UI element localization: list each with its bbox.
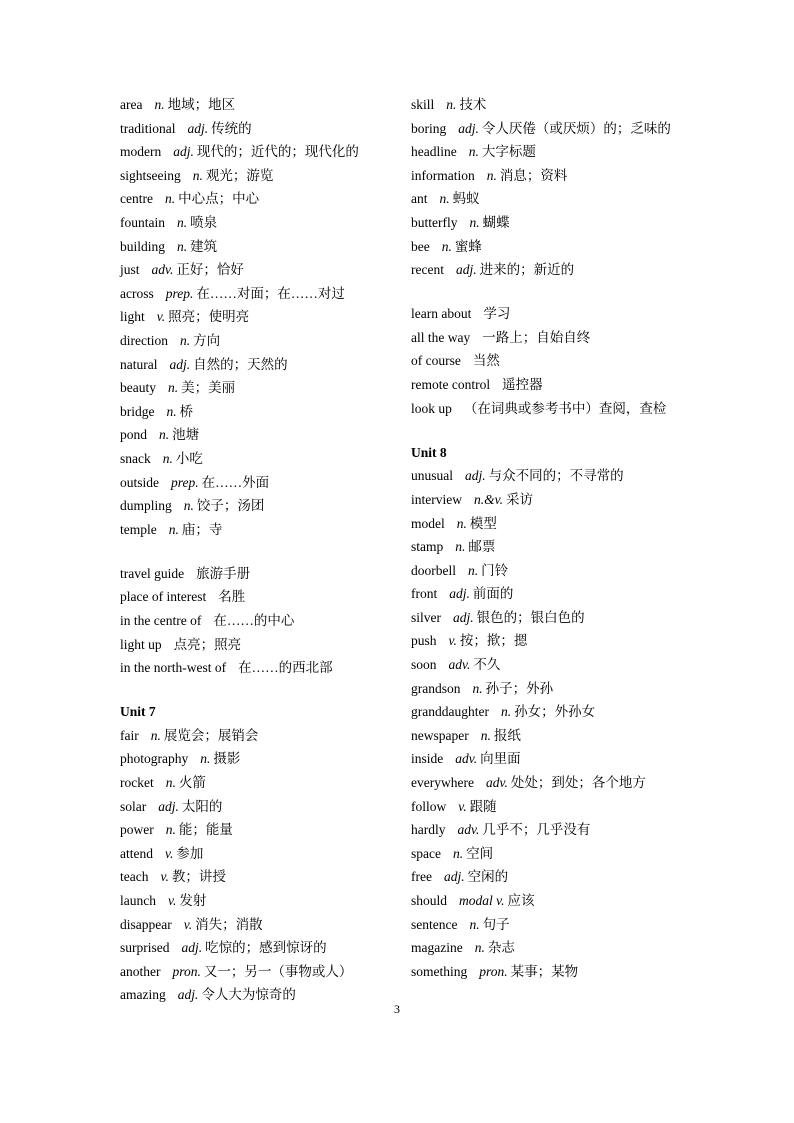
part-of-speech: v. — [458, 798, 467, 814]
part-of-speech: pron. — [479, 963, 508, 979]
vocab-entry — [120, 795, 390, 819]
vocab-meaning: 令人大为惊奇的 — [201, 987, 296, 1003]
part-of-speech: adv. — [455, 751, 478, 767]
vocab-entry — [120, 329, 390, 353]
vocab-meaning: 庙；寺 — [181, 521, 223, 537]
vocab-word: in the centre of — [120, 612, 202, 628]
vocab-word: magazine — [411, 940, 463, 956]
vocab-word: information — [411, 167, 475, 183]
vocab-entry — [411, 677, 686, 701]
vocab-word: doorbell — [411, 562, 456, 578]
part-of-speech: v. — [165, 845, 174, 861]
vocab-word: pond — [120, 427, 147, 443]
vocab-entry — [411, 795, 686, 819]
vocab-word: model — [411, 515, 445, 531]
part-of-speech: adj. — [443, 869, 465, 885]
vocab-word: just — [120, 262, 140, 278]
part-of-speech: n. — [469, 916, 480, 932]
vocab-word: travel guide — [120, 565, 185, 581]
vocab-meaning: 当然 — [472, 353, 500, 369]
vocab-meaning: 建筑 — [190, 238, 218, 254]
section-gap — [411, 420, 686, 441]
vocab-word: ant — [411, 191, 428, 207]
vocab-word: teach — [120, 869, 149, 885]
part-of-speech: v. — [448, 633, 457, 649]
part-of-speech: n. — [168, 521, 179, 537]
vocab-meaning: 能；能量 — [178, 822, 233, 838]
vocab-meaning: 银色的；银白色的 — [476, 609, 585, 625]
unit-heading: Unit 7 — [120, 704, 156, 720]
vocab-entry — [120, 633, 390, 657]
vocab-meaning: 摄影 — [213, 751, 241, 767]
vocab-word: headline — [411, 144, 457, 160]
vocab-word: amazing — [120, 987, 166, 1003]
vocab-entry — [411, 349, 686, 373]
vocab-word: area — [120, 97, 143, 112]
part-of-speech: adj. — [458, 120, 479, 136]
vocab-meaning: 观光；游览 — [205, 167, 274, 183]
vocab-entry — [120, 187, 390, 211]
vocab-word: centre — [120, 191, 153, 207]
part-of-speech: n. — [439, 191, 450, 207]
part-of-speech: adj. — [169, 356, 191, 372]
vocab-meaning: 饺子；汤团 — [196, 498, 265, 514]
vocab-entry — [411, 512, 686, 536]
vocab-meaning: 在……外面 — [201, 474, 270, 490]
part-of-speech: n. — [165, 775, 176, 791]
vocab-meaning: 按；揿；摁 — [459, 633, 528, 649]
part-of-speech: n. — [200, 751, 211, 767]
vocab-entry — [411, 535, 686, 559]
vocab-word: power — [120, 822, 154, 838]
vocab-meaning: 应该 — [507, 893, 535, 908]
vocab-entry — [120, 376, 390, 400]
vocab-entry — [411, 164, 686, 188]
vocab-entry — [120, 842, 390, 866]
vocab-entry — [120, 724, 390, 748]
vocab-entry — [411, 653, 686, 677]
vocab-word: push — [411, 633, 437, 649]
right-column — [411, 93, 686, 983]
vocab-entry — [120, 913, 390, 937]
vocab-entry — [411, 326, 686, 350]
part-of-speech: n. — [162, 450, 173, 466]
vocab-word: bridge — [120, 403, 155, 419]
vocab-meaning: 报纸 — [493, 727, 521, 743]
vocab-meaning: 小吃 — [175, 450, 203, 466]
vocab-meaning: 模型 — [469, 515, 497, 531]
vocab-meaning: 名胜 — [218, 589, 246, 605]
vocab-meaning: 技术 — [459, 97, 487, 112]
vocab-word: boring — [411, 120, 447, 136]
vocab-meaning: （在词典或参考书中）查阅，查检 — [463, 400, 667, 416]
vocab-entry — [120, 960, 390, 984]
vocab-word: skill — [411, 97, 435, 112]
vocab-meaning: 蝴蝶 — [482, 214, 510, 230]
vocab-word: place of interest — [120, 589, 207, 605]
vocab-meaning: 展览会；展销会 — [163, 727, 259, 743]
vocab-entry — [411, 700, 686, 724]
vocab-entry — [120, 400, 390, 424]
part-of-speech: n. — [468, 562, 479, 578]
vocab-meaning: 旅游手册 — [196, 565, 251, 581]
vocab-meaning: 又一；另一（事物或人） — [203, 963, 353, 979]
vocab-word: building — [120, 238, 166, 254]
vocab-word: all the way — [411, 329, 471, 345]
vocab-meaning: 前面的 — [472, 586, 514, 602]
vocab-entry — [411, 960, 686, 984]
part-of-speech: adj. — [455, 262, 477, 278]
vocab-meaning: 方向 — [193, 332, 221, 348]
vocab-word: in the north-west of — [120, 660, 227, 676]
vocab-entry — [120, 585, 390, 609]
vocab-word: free — [411, 869, 432, 885]
part-of-speech: adj. — [158, 798, 179, 814]
page-number: 3 — [394, 1002, 400, 1016]
part-of-speech: n. — [192, 167, 203, 183]
vocab-entry — [120, 656, 390, 680]
part-of-speech: adj. — [453, 609, 474, 625]
vocab-meaning: 自然的；天然的 — [193, 356, 288, 372]
vocab-meaning: 消息；资料 — [499, 167, 568, 183]
vocab-word: of course — [411, 353, 461, 369]
vocab-entry — [120, 282, 390, 306]
vocab-entry — [411, 235, 686, 259]
vocab-meaning: 不久 — [473, 657, 501, 673]
vocab-meaning: 正好；恰好 — [176, 262, 244, 278]
vocab-word: natural — [120, 356, 158, 372]
part-of-speech: n.&v. — [473, 491, 503, 507]
vocab-word: rocket — [120, 775, 154, 791]
part-of-speech: n. — [456, 515, 467, 531]
vocab-word: surprised — [120, 940, 170, 956]
vocab-word: front — [411, 586, 438, 602]
vocab-entry — [411, 936, 686, 960]
vocab-word: bee — [411, 238, 430, 254]
part-of-speech: n. — [168, 380, 179, 396]
vocab-word: soon — [411, 657, 437, 673]
vocab-meaning: 杂志 — [487, 940, 515, 956]
vocab-word: recent — [411, 262, 444, 278]
vocab-meaning: 中心点；中心 — [178, 191, 260, 207]
part-of-speech: n. — [480, 727, 491, 743]
vocab-meaning: 教；讲授 — [171, 869, 226, 885]
vocab-meaning: 几乎不；几乎没有 — [482, 822, 591, 838]
vocab-word: everywhere — [411, 775, 474, 791]
vocab-entry — [411, 629, 686, 653]
vocab-word: modern — [120, 144, 162, 160]
vocab-word: remote control — [411, 377, 491, 393]
vocab-word: photography — [120, 751, 189, 767]
vocab-meaning: 句子 — [482, 916, 510, 932]
vocab-meaning: 吃惊的；感到惊讶的 — [205, 940, 327, 956]
vocab-meaning: 向里面 — [480, 751, 521, 767]
vocab-meaning: 遥控器 — [502, 377, 543, 393]
vocab-meaning: 进来的；新近的 — [479, 262, 575, 278]
part-of-speech: n. — [179, 332, 191, 348]
part-of-speech: n. — [446, 97, 457, 112]
vocab-meaning: 孙女；外孙女 — [514, 704, 596, 720]
part-of-speech: v. — [156, 309, 166, 325]
part-of-speech: adv. — [448, 657, 471, 673]
part-of-speech: n. — [165, 822, 176, 838]
part-of-speech: adj. — [173, 144, 194, 160]
part-of-speech: n. — [164, 191, 176, 207]
part-of-speech: n. — [468, 144, 479, 160]
vocab-entry — [411, 117, 686, 141]
part-of-speech: n. — [455, 539, 466, 555]
vocab-entry — [411, 258, 686, 282]
section-gap — [411, 282, 686, 303]
vocab-meaning: 孙子；外孙 — [485, 680, 554, 696]
part-of-speech: adv. — [151, 262, 174, 278]
vocab-meaning: 空间 — [466, 845, 494, 861]
vocab-entry — [120, 211, 390, 235]
vocab-word: sentence — [411, 916, 458, 932]
part-of-speech: n. — [183, 498, 194, 514]
vocab-meaning: 太阳的 — [181, 798, 223, 814]
vocab-entry — [120, 889, 390, 913]
part-of-speech: adj. — [187, 120, 209, 136]
vocab-word: newspaper — [411, 727, 469, 743]
vocab-entry — [411, 818, 686, 842]
vocab-entry — [120, 423, 390, 447]
vocab-entry — [411, 93, 686, 117]
vocab-entry — [411, 842, 686, 866]
part-of-speech: n. — [469, 214, 480, 230]
vocab-meaning: 在……的西北部 — [238, 660, 333, 676]
part-of-speech: n. — [150, 727, 161, 743]
part-of-speech: n. — [472, 680, 483, 696]
part-of-speech: n. — [500, 704, 512, 720]
vocab-meaning: 一路上；自始自终 — [482, 329, 591, 345]
vocab-word: across — [120, 285, 154, 301]
vocab-entry — [411, 865, 686, 889]
vocab-meaning: 某事；某物 — [510, 963, 579, 979]
vocab-entry — [411, 747, 686, 771]
vocab-meaning: 参加 — [176, 845, 204, 861]
vocab-word: light — [120, 309, 145, 325]
vocab-word: butterfly — [411, 214, 458, 230]
vocab-meaning: 池塘 — [172, 427, 200, 443]
vocab-word: look up — [411, 400, 452, 416]
vocab-entry — [411, 211, 686, 235]
vocab-word: temple — [120, 521, 157, 537]
part-of-speech: pron. — [172, 963, 201, 979]
part-of-speech: n. — [486, 167, 497, 183]
vocab-entry — [120, 93, 390, 117]
vocab-meaning: 火箭 — [178, 775, 206, 791]
section-gap — [120, 541, 390, 562]
vocab-word: interview — [411, 491, 462, 507]
vocab-word: inside — [411, 751, 444, 767]
vocab-word: learn about — [411, 306, 472, 322]
vocab-meaning: 在……对面；在……对过 — [196, 285, 345, 301]
part-of-speech: n. — [177, 214, 188, 230]
vocab-entry — [411, 373, 686, 397]
vocab-word: sightseeing — [120, 167, 181, 183]
vocab-meaning: 处处；到处；各个地方 — [510, 775, 646, 791]
vocab-meaning: 蚂蚁 — [452, 191, 480, 207]
vocab-meaning: 照亮；使明亮 — [168, 309, 250, 325]
vocab-word: should — [411, 893, 448, 908]
part-of-speech: v. — [183, 916, 193, 932]
vocab-entry — [120, 609, 390, 633]
vocab-entry — [411, 464, 686, 488]
vocab-entry — [120, 471, 390, 495]
vocab-word: launch — [120, 893, 156, 908]
vocab-word: something — [411, 963, 468, 979]
vocab-word: space — [411, 845, 441, 861]
vocab-entry — [120, 447, 390, 471]
part-of-speech: modal v. — [459, 893, 505, 908]
vocab-word: unusual — [411, 468, 453, 484]
part-of-speech: prep. — [165, 285, 194, 301]
part-of-speech: n. — [441, 238, 452, 254]
vocab-entry — [411, 140, 686, 164]
vocab-meaning: 美；美丽 — [181, 380, 236, 396]
vocab-entry — [411, 187, 686, 211]
vocab-entry — [120, 818, 390, 842]
part-of-speech: adj. — [449, 586, 470, 602]
vocab-entry — [411, 913, 686, 937]
vocab-meaning: 与众不同的；不寻常的 — [488, 468, 624, 484]
vocab-word: attend — [120, 845, 153, 861]
vocab-word: stamp — [411, 539, 444, 555]
vocab-entry — [411, 559, 686, 583]
vocab-meaning: 学习 — [483, 306, 511, 322]
vocab-meaning: 传统的 — [211, 120, 252, 136]
vocab-entry — [411, 724, 686, 748]
part-of-speech: adv. — [485, 775, 508, 791]
vocab-word: fountain — [120, 214, 165, 230]
part-of-speech: adj. — [465, 468, 486, 484]
vocab-meaning: 消失；消散 — [195, 916, 263, 932]
vocab-word: dumpling — [120, 498, 172, 514]
vocab-meaning: 地域；地区 — [167, 97, 236, 112]
vocab-meaning: 空闲的 — [467, 869, 509, 885]
vocab-entry — [120, 140, 390, 164]
vocab-entry — [120, 353, 390, 377]
part-of-speech: adj. — [177, 987, 199, 1003]
vocab-meaning: 喷泉 — [190, 214, 218, 230]
part-of-speech: adv. — [457, 822, 480, 838]
part-of-speech: n. — [452, 845, 464, 861]
vocab-entry — [411, 488, 686, 512]
vocab-entry — [411, 397, 686, 421]
part-of-speech: v. — [168, 893, 177, 908]
vocab-word: fair — [120, 727, 139, 743]
vocab-word: granddaughter — [411, 704, 489, 720]
vocab-meaning: 在……的中心 — [213, 612, 295, 628]
vocab-entry — [120, 865, 390, 889]
vocab-meaning: 跟随 — [469, 798, 497, 814]
vocab-meaning: 大字标题 — [481, 144, 536, 160]
vocab-entry — [411, 606, 686, 630]
vocab-word: disappear — [120, 916, 172, 932]
vocab-meaning: 现代的；近代的；现代化的 — [196, 144, 359, 160]
vocab-word: outside — [120, 474, 159, 490]
vocab-meaning: 邮票 — [468, 539, 496, 555]
left-column — [120, 93, 390, 1007]
vocab-entry — [411, 771, 686, 795]
part-of-speech: n. — [474, 940, 485, 956]
vocab-meaning: 门铃 — [481, 562, 509, 578]
vocab-entry — [120, 562, 390, 586]
vocab-word: traditional — [120, 120, 176, 136]
vocab-word: beauty — [120, 380, 156, 396]
vocab-meaning: 蜜蜂 — [454, 238, 482, 254]
vocab-entry — [120, 747, 390, 771]
vocab-word: direction — [120, 332, 168, 348]
part-of-speech: n. — [154, 97, 165, 112]
part-of-speech: n. — [159, 427, 170, 443]
vocab-entry — [120, 771, 390, 795]
part-of-speech: n. — [166, 403, 177, 419]
vocab-word: grandson — [411, 680, 461, 696]
vocab-word: hardly — [411, 822, 446, 838]
part-of-speech: adj. — [181, 940, 203, 956]
vocab-meaning: 令人厌倦（或厌烦）的；乏味的 — [481, 120, 671, 136]
vocab-entry — [120, 305, 390, 329]
vocab-word: silver — [411, 609, 441, 625]
vocab-word: follow — [411, 798, 447, 814]
vocab-word: light up — [120, 636, 162, 652]
vocab-entry — [411, 302, 686, 326]
vocab-entry — [411, 889, 686, 913]
part-of-speech: v. — [160, 869, 169, 885]
vocab-entry — [120, 117, 390, 141]
vocab-entry — [120, 494, 390, 518]
vocab-meaning: 桥 — [179, 403, 194, 419]
section-gap — [120, 680, 390, 701]
vocab-entry — [120, 235, 390, 259]
vocab-word: solar — [120, 798, 147, 814]
unit-heading: Unit 8 — [411, 444, 447, 460]
vocab-word: snack — [120, 450, 151, 466]
part-of-speech: n. — [177, 238, 188, 254]
vocab-meaning: 采访 — [505, 491, 533, 507]
vocab-meaning: 点亮；照亮 — [173, 636, 242, 652]
vocab-word: another — [120, 963, 161, 979]
vocab-entry — [120, 518, 390, 542]
part-of-speech: prep. — [171, 474, 199, 490]
vocab-entry — [120, 936, 390, 960]
vocab-entry — [120, 258, 390, 282]
vocab-meaning: 发射 — [179, 893, 207, 908]
vocab-entry — [120, 164, 390, 188]
vocab-entry — [411, 582, 686, 606]
